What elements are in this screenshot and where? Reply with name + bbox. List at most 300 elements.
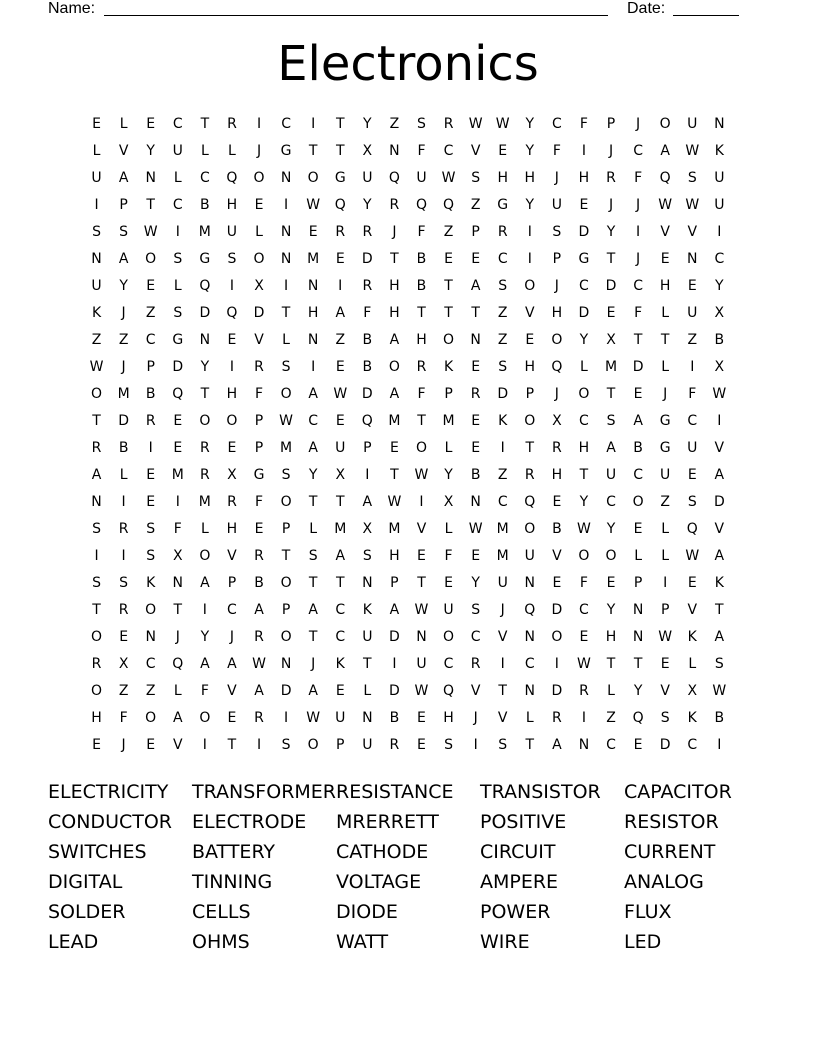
grid-letter[interactable]: E — [471, 359, 481, 375]
grid-letter[interactable]: E — [254, 197, 264, 213]
grid-letter[interactable]: D — [659, 737, 671, 753]
grid-letter[interactable]: D — [551, 602, 563, 618]
grid-letter[interactable]: L — [661, 359, 670, 375]
grid-letter[interactable]: N — [91, 494, 102, 510]
grid-letter[interactable]: N — [145, 170, 156, 186]
grid-letter[interactable]: O — [443, 629, 455, 645]
grid-letter[interactable]: O — [253, 251, 265, 267]
grid-letter[interactable]: S — [471, 170, 481, 186]
grid-letter[interactable]: K — [91, 305, 102, 321]
grid-letter[interactable]: O — [91, 386, 103, 402]
grid-letter[interactable]: I — [256, 737, 262, 753]
grid-letter[interactable]: G — [280, 143, 292, 159]
grid-letter[interactable]: Q — [199, 278, 211, 294]
grid-letter[interactable]: O — [605, 548, 617, 564]
grid-letter[interactable]: C — [579, 413, 589, 429]
grid-letter[interactable]: E — [471, 548, 481, 564]
grid-letter[interactable]: D — [118, 413, 129, 429]
grid-letter[interactable]: W — [333, 386, 348, 402]
grid-letter[interactable]: D — [551, 683, 563, 699]
grid-letter[interactable]: X — [362, 143, 373, 159]
grid-letter[interactable]: A — [172, 710, 183, 726]
grid-letter[interactable]: V — [660, 224, 670, 240]
grid-letter[interactable]: S — [119, 224, 129, 240]
grid-letter[interactable]: T — [92, 413, 101, 429]
grid-letter[interactable]: D — [199, 305, 211, 321]
grid-letter[interactable]: I — [311, 116, 316, 132]
grid-letter[interactable]: R — [443, 116, 454, 132]
grid-letter[interactable]: Z — [118, 683, 129, 699]
grid-letter[interactable]: E — [552, 494, 562, 510]
grid-letter[interactable]: N — [280, 170, 292, 186]
grid-letter[interactable]: E — [471, 413, 481, 429]
grid-letter[interactable]: P — [254, 440, 264, 456]
grid-letter[interactable]: I — [717, 737, 722, 753]
grid-letter[interactable]: C — [172, 116, 183, 132]
grid-letter[interactable]: R — [389, 737, 400, 753]
grid-letter[interactable]: Y — [308, 467, 318, 483]
grid-letter[interactable]: W — [468, 116, 483, 132]
grid-letter[interactable]: H — [226, 197, 238, 213]
grid-letter[interactable]: I — [284, 197, 289, 213]
grid-letter[interactable]: N — [687, 251, 698, 267]
grid-letter[interactable]: R — [552, 710, 562, 726]
grid-letter[interactable]: O — [280, 575, 292, 591]
grid-letter[interactable]: D — [389, 683, 400, 699]
grid-letter[interactable]: U — [172, 143, 183, 159]
grid-letter[interactable]: X — [227, 467, 237, 483]
grid-letter[interactable]: C — [687, 737, 698, 753]
grid-letter[interactable]: T — [308, 575, 318, 591]
grid-letter[interactable]: M — [280, 440, 293, 456]
grid-letter[interactable]: V — [470, 143, 481, 159]
grid-letter[interactable]: N — [524, 629, 536, 645]
grid-letter[interactable]: C — [199, 170, 210, 186]
grid-letter[interactable]: U — [660, 467, 671, 483]
grid-letter[interactable]: S — [687, 170, 697, 186]
grid-letter[interactable]: T — [335, 575, 345, 591]
grid-letter[interactable]: I — [202, 602, 207, 618]
grid-letter[interactable]: Y — [606, 602, 616, 618]
grid-letter[interactable]: E — [633, 521, 643, 537]
grid-letter[interactable]: F — [200, 683, 209, 699]
grid-letter[interactable]: W — [658, 197, 673, 213]
grid-letter[interactable]: D — [605, 278, 617, 294]
grid-letter[interactable]: V — [227, 683, 237, 699]
grid-letter[interactable]: U — [362, 737, 373, 753]
grid-letter[interactable]: M — [334, 521, 347, 537]
grid-letter[interactable]: O — [199, 548, 211, 564]
grid-letter[interactable]: A — [308, 683, 318, 699]
grid-letter[interactable]: R — [118, 602, 129, 618]
grid-letter[interactable]: Y — [606, 521, 616, 537]
grid-letter[interactable]: X — [362, 521, 373, 537]
grid-letter[interactable]: Q — [443, 197, 455, 213]
grid-letter[interactable]: J — [663, 386, 668, 402]
grid-letter[interactable]: A — [389, 332, 400, 348]
grid-letter[interactable]: H — [578, 440, 590, 456]
grid-letter[interactable]: S — [417, 116, 426, 132]
grid-letter[interactable]: M — [442, 413, 455, 429]
grid-letter[interactable]: T — [308, 629, 318, 645]
grid-letter[interactable]: X — [714, 305, 725, 321]
grid-letter[interactable]: C — [551, 116, 562, 132]
grid-letter[interactable]: O — [659, 116, 671, 132]
grid-letter[interactable]: T — [444, 305, 453, 321]
grid-letter[interactable]: I — [690, 359, 695, 375]
grid-letter[interactable]: L — [444, 521, 453, 537]
grid-letter[interactable]: O — [145, 251, 157, 267]
grid-letter[interactable]: G — [497, 197, 509, 213]
grid-letter[interactable]: F — [688, 386, 697, 402]
grid-letter[interactable]: S — [714, 656, 724, 672]
grid-letter[interactable]: Y — [146, 143, 155, 159]
grid-letter[interactable]: C — [335, 602, 346, 618]
grid-letter[interactable]: N — [524, 683, 536, 699]
grid-letter[interactable]: A — [335, 305, 346, 321]
grid-letter[interactable]: T — [335, 494, 345, 510]
grid-letter[interactable]: E — [633, 386, 643, 402]
grid-letter[interactable]: W — [577, 521, 591, 537]
grid-letter[interactable]: E — [146, 278, 156, 294]
grid-letter[interactable]: C — [633, 278, 643, 294]
grid-letter[interactable]: V — [660, 683, 670, 699]
grid-letter[interactable]: E — [579, 197, 589, 213]
grid-letter[interactable]: I — [636, 224, 641, 240]
grid-letter[interactable]: P — [552, 251, 562, 267]
grid-letter[interactable]: P — [444, 386, 453, 402]
grid-letter[interactable]: P — [471, 224, 480, 240]
grid-letter[interactable]: H — [389, 305, 400, 321]
grid-letter[interactable]: W — [306, 197, 321, 213]
grid-letter[interactable]: W — [685, 197, 700, 213]
grid-letter[interactable]: N — [578, 737, 590, 753]
grid-letter[interactable]: C — [145, 656, 156, 672]
grid-letter[interactable]: I — [527, 251, 532, 267]
grid-letter[interactable]: A — [200, 656, 210, 672]
grid-letter[interactable]: I — [256, 116, 262, 132]
grid-letter[interactable]: M — [198, 494, 211, 510]
grid-letter[interactable]: S — [552, 224, 562, 240]
grid-letter[interactable]: N — [389, 143, 400, 159]
grid-letter[interactable]: E — [254, 521, 264, 537]
grid-letter[interactable]: N — [524, 575, 536, 591]
grid-letter[interactable]: L — [580, 359, 588, 375]
grid-letter[interactable]: R — [254, 629, 264, 645]
grid-letter[interactable]: V — [227, 548, 237, 564]
grid-letter[interactable]: D — [497, 386, 509, 402]
grid-letter[interactable]: Y — [444, 467, 453, 483]
grid-letter[interactable]: S — [498, 359, 508, 375]
grid-letter[interactable]: I — [94, 548, 99, 564]
grid-letter[interactable]: H — [497, 170, 508, 186]
grid-letter[interactable]: M — [388, 521, 401, 537]
grid-letter[interactable]: F — [552, 143, 561, 159]
grid-letter[interactable]: P — [281, 521, 291, 537]
grid-letter[interactable]: X — [172, 548, 183, 564]
grid-letter[interactable]: F — [634, 170, 643, 186]
grid-letter[interactable]: P — [633, 575, 643, 591]
grid-letter[interactable]: F — [417, 143, 426, 159]
grid-letter[interactable]: T — [200, 386, 210, 402]
grid-letter[interactable]: O — [280, 494, 292, 510]
grid-letter[interactable]: O — [280, 386, 292, 402]
grid-letter[interactable]: L — [255, 224, 263, 240]
grid-letter[interactable]: E — [146, 494, 156, 510]
grid-letter[interactable]: D — [578, 224, 590, 240]
grid-letter[interactable]: T — [335, 143, 345, 159]
grid-letter[interactable]: L — [282, 332, 290, 348]
grid-letter[interactable]: O — [145, 710, 157, 726]
grid-letter[interactable]: E — [606, 305, 616, 321]
grid-letter[interactable]: J — [608, 197, 614, 213]
grid-letter[interactable]: C — [145, 332, 156, 348]
grid-letter[interactable]: D — [280, 683, 292, 699]
grid-letter[interactable]: Y — [606, 224, 616, 240]
grid-letter[interactable]: O — [551, 332, 563, 348]
grid-letter[interactable]: G — [578, 251, 590, 267]
grid-letter[interactable]: Z — [470, 197, 481, 213]
grid-letter[interactable]: F — [579, 575, 588, 591]
grid-letter[interactable]: K — [362, 602, 372, 618]
grid-letter[interactable]: W — [414, 683, 429, 699]
grid-letter[interactable]: O — [524, 278, 536, 294]
grid-letter[interactable]: L — [363, 683, 372, 699]
grid-letter[interactable]: R — [254, 548, 264, 564]
grid-letter[interactable]: Q — [334, 197, 346, 213]
grid-letter[interactable]: I — [500, 440, 505, 456]
grid-letter[interactable]: J — [175, 629, 180, 645]
grid-letter[interactable]: E — [335, 413, 345, 429]
grid-letter[interactable]: F — [634, 305, 643, 321]
grid-letter[interactable]: H — [551, 305, 563, 321]
grid-letter[interactable]: J — [311, 656, 316, 672]
grid-letter[interactable]: S — [606, 413, 616, 429]
grid-letter[interactable]: T — [606, 251, 616, 267]
grid-letter[interactable]: R — [524, 467, 535, 483]
grid-letter[interactable]: S — [471, 602, 481, 618]
grid-letter[interactable]: J — [636, 251, 641, 267]
grid-letter[interactable]: R — [579, 683, 589, 699]
grid-letter[interactable]: R — [145, 413, 156, 429]
grid-letter[interactable]: H — [524, 170, 536, 186]
grid-letter[interactable]: Q — [443, 683, 455, 699]
grid-letter[interactable]: J — [500, 602, 505, 618]
grid-letter[interactable]: J — [554, 170, 559, 186]
grid-letter[interactable]: E — [660, 656, 670, 672]
grid-letter[interactable]: M — [117, 386, 130, 402]
grid-letter[interactable]: M — [388, 413, 401, 429]
grid-letter[interactable]: U — [226, 224, 238, 240]
grid-letter[interactable]: E — [227, 332, 237, 348]
grid-letter[interactable]: J — [636, 197, 641, 213]
grid-letter[interactable]: T — [390, 467, 399, 483]
grid-letter[interactable]: B — [118, 440, 129, 456]
grid-letter[interactable]: I — [229, 278, 234, 294]
grid-letter[interactable]: F — [363, 305, 372, 321]
grid-letter[interactable]: U — [335, 710, 346, 726]
grid-letter[interactable]: G — [172, 332, 184, 348]
grid-letter[interactable]: E — [633, 737, 643, 753]
grid-letter[interactable]: Y — [200, 359, 210, 375]
grid-letter[interactable]: O — [415, 440, 427, 456]
grid-letter[interactable]: G — [659, 440, 671, 456]
grid-letter[interactable]: Q — [632, 710, 644, 726]
grid-letter[interactable]: Z — [335, 332, 346, 348]
grid-letter[interactable]: L — [634, 548, 642, 564]
grid-letter[interactable]: K — [335, 656, 345, 672]
grid-letter[interactable]: U — [687, 116, 698, 132]
grid-letter[interactable]: I — [473, 737, 478, 753]
grid-letter[interactable]: A — [254, 683, 264, 699]
grid-letter[interactable]: J — [636, 116, 641, 132]
grid-letter[interactable]: O — [524, 521, 536, 537]
grid-letter[interactable]: N — [307, 332, 319, 348]
grid-letter[interactable]: P — [254, 413, 264, 429]
grid-letter[interactable]: F — [254, 494, 264, 510]
grid-letter[interactable]: O — [226, 413, 238, 429]
grid-letter[interactable]: W — [658, 629, 673, 645]
grid-letter[interactable]: I — [311, 359, 316, 375]
grid-letter[interactable]: V — [714, 521, 725, 537]
grid-letter[interactable]: I — [717, 224, 722, 240]
grid-letter[interactable]: V — [497, 710, 508, 726]
grid-letter[interactable]: G — [334, 170, 346, 186]
grid-letter[interactable]: H — [659, 278, 671, 294]
grid-letter[interactable]: N — [632, 602, 644, 618]
grid-letter[interactable]: K — [714, 143, 724, 159]
grid-letter[interactable]: R — [389, 197, 400, 213]
grid-letter[interactable]: A — [308, 386, 318, 402]
grid-letter[interactable]: V — [525, 305, 535, 321]
grid-letter[interactable]: V — [687, 224, 698, 240]
grid-letter[interactable]: I — [663, 575, 668, 591]
grid-letter[interactable]: I — [554, 656, 559, 672]
grid-letter[interactable]: B — [389, 710, 400, 726]
grid-letter[interactable]: L — [173, 170, 182, 186]
grid-letter[interactable]: Q — [524, 494, 536, 510]
grid-letter[interactable]: H — [443, 710, 454, 726]
grid-letter[interactable]: R — [335, 224, 346, 240]
grid-letter[interactable]: T — [92, 602, 101, 618]
grid-letter[interactable]: J — [473, 710, 478, 726]
grid-letter[interactable]: A — [389, 602, 400, 618]
grid-letter[interactable]: T — [308, 143, 318, 159]
grid-letter[interactable]: T — [281, 548, 291, 564]
grid-letter[interactable]: A — [308, 602, 318, 618]
grid-letter[interactable]: B — [416, 278, 427, 294]
grid-letter[interactable]: T — [417, 305, 426, 321]
grid-letter[interactable]: W — [89, 359, 104, 375]
grid-letter[interactable]: H — [524, 359, 536, 375]
grid-letter[interactable]: R — [606, 170, 616, 186]
grid-letter[interactable]: T — [281, 305, 291, 321]
grid-letter[interactable]: L — [173, 683, 182, 699]
grid-letter[interactable]: T — [335, 116, 345, 132]
grid-letter[interactable]: Q — [551, 359, 563, 375]
grid-letter[interactable]: Y — [525, 143, 535, 159]
grid-letter[interactable]: W — [495, 116, 510, 132]
grid-letter[interactable]: A — [660, 143, 670, 159]
grid-letter[interactable]: E — [227, 440, 237, 456]
grid-letter[interactable]: N — [416, 629, 427, 645]
grid-letter[interactable]: Q — [361, 413, 373, 429]
grid-letter[interactable]: E — [498, 143, 508, 159]
grid-letter[interactable]: L — [119, 467, 128, 483]
grid-letter[interactable]: V — [714, 440, 725, 456]
grid-letter[interactable]: T — [606, 386, 616, 402]
grid-letter[interactable]: N — [91, 251, 102, 267]
grid-letter[interactable]: A — [91, 467, 102, 483]
grid-letter[interactable]: O — [253, 170, 265, 186]
grid-letter[interactable]: W — [577, 656, 591, 672]
grid-letter[interactable]: O — [443, 332, 455, 348]
grid-letter[interactable]: Y — [471, 575, 480, 591]
grid-letter[interactable]: Z — [443, 224, 454, 240]
grid-letter[interactable]: W — [685, 548, 700, 564]
grid-letter[interactable]: O — [280, 629, 292, 645]
grid-letter[interactable]: Z — [145, 683, 156, 699]
grid-letter[interactable]: W — [441, 170, 456, 186]
grid-letter[interactable]: E — [471, 251, 481, 267]
grid-letter[interactable]: U — [605, 467, 617, 483]
grid-letter[interactable]: S — [281, 359, 291, 375]
grid-letter[interactable]: E — [92, 737, 101, 753]
grid-letter[interactable]: T — [308, 494, 318, 510]
grid-letter[interactable]: T — [390, 251, 399, 267]
grid-letter[interactable]: E — [417, 548, 426, 564]
grid-letter[interactable]: B — [714, 332, 725, 348]
grid-letter[interactable]: C — [714, 251, 725, 267]
grid-letter[interactable]: E — [173, 440, 183, 456]
grid-letter[interactable]: C — [497, 494, 508, 510]
grid-letter[interactable]: P — [146, 359, 155, 375]
grid-letter[interactable]: S — [660, 710, 670, 726]
grid-letter[interactable]: S — [498, 278, 508, 294]
grid-letter[interactable]: S — [92, 575, 101, 591]
grid-letter[interactable]: T — [417, 575, 426, 591]
grid-letter[interactable]: U — [416, 170, 427, 186]
grid-letter[interactable]: A — [227, 656, 237, 672]
grid-letter[interactable]: F — [444, 548, 453, 564]
grid-letter[interactable]: E — [444, 251, 453, 267]
grid-letter[interactable]: E — [389, 440, 399, 456]
grid-letter[interactable]: K — [714, 575, 724, 591]
grid-letter[interactable]: H — [226, 521, 238, 537]
grid-letter[interactable]: J — [121, 359, 126, 375]
grid-letter[interactable]: B — [714, 710, 725, 726]
grid-letter[interactable]: R — [254, 359, 264, 375]
grid-letter[interactable]: S — [281, 467, 291, 483]
grid-letter[interactable]: C — [443, 143, 454, 159]
grid-letter[interactable]: S — [281, 737, 291, 753]
grid-letter[interactable]: Z — [497, 305, 508, 321]
grid-letter[interactable]: M — [198, 224, 211, 240]
grid-letter[interactable]: S — [173, 251, 183, 267]
grid-letter[interactable]: S — [146, 548, 156, 564]
grid-letter[interactable]: E — [308, 224, 318, 240]
grid-letter[interactable]: R — [91, 440, 102, 456]
grid-letter[interactable]: Y — [119, 278, 128, 294]
grid-letter[interactable]: Y — [579, 332, 589, 348]
grid-letter[interactable]: N — [714, 116, 725, 132]
grid-letter[interactable]: Z — [497, 332, 508, 348]
grid-letter[interactable]: H — [91, 710, 102, 726]
grid-letter[interactable]: O — [632, 494, 644, 510]
grid-letter[interactable]: S — [119, 575, 129, 591]
grid-letter[interactable]: W — [143, 224, 158, 240]
grid-letter[interactable]: L — [525, 710, 534, 726]
